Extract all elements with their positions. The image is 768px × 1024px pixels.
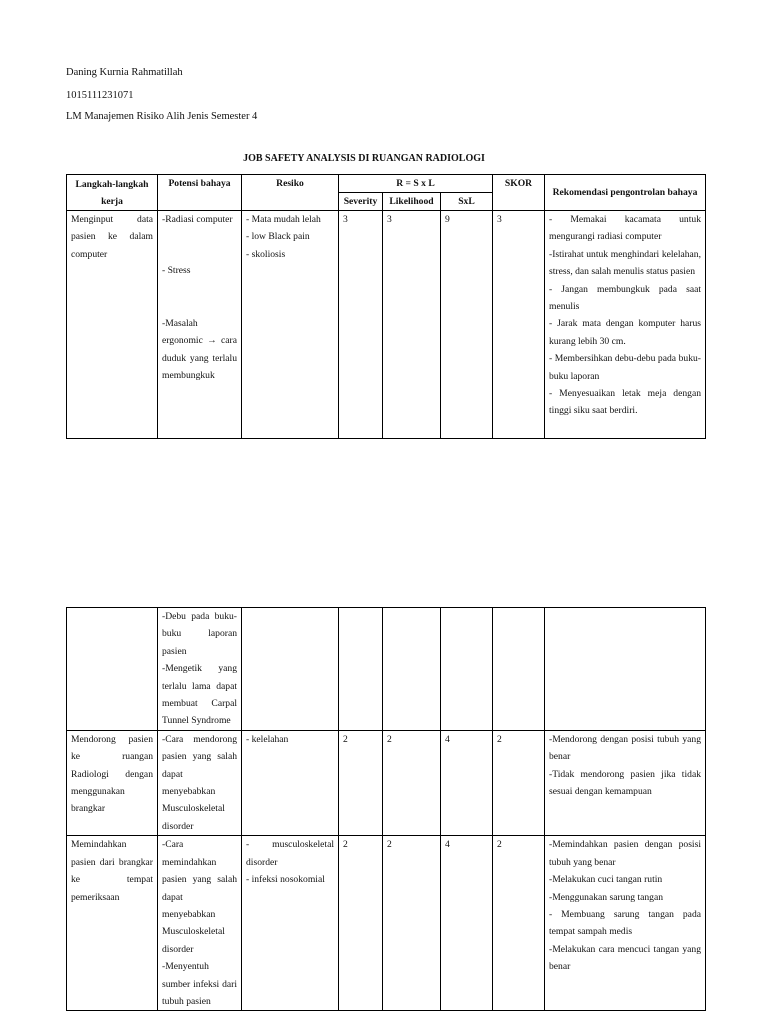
sxl-cell: [441, 608, 493, 731]
column-header-rsl: R = S x L: [339, 175, 493, 193]
column-header-hazard: Potensi bahaya: [158, 175, 242, 211]
hazard-cell: -Cara mendorong pasien yang salah dapat menyebabkan Musculoskeletal disorder: [158, 730, 242, 835]
score-cell: 3: [493, 211, 545, 439]
step-cell: [67, 608, 158, 731]
step-cell: Menginput data pasien ke dalam computer: [67, 211, 158, 439]
jsa-table-part-2: [66, 607, 706, 1011]
risk-cell: - Mata mudah lelah - low Black pain - skoliosis: [242, 211, 339, 439]
column-header-steps: Langkah-langkah kerja: [67, 175, 158, 211]
column-header-likelihood: Likelihood: [383, 193, 441, 211]
table-row: [67, 211, 706, 439]
column-header-sxl: SxL: [441, 193, 493, 211]
recommendation-cell: [545, 608, 706, 731]
document-title: JOB SAFETY ANALYSIS DI RUANGAN RADIOLOGI: [243, 153, 485, 164]
recommendation-cell: -Memindahkan pasien dengan posisi tubuh yang benar -Melakukan cuci tangan rutin -Menggunakan sarung tangan - Membuang sarung tangan pada tempat sampah medis -Melakukan cara mencuci tangan yang benar: [545, 836, 706, 1011]
likelihood-cell: 2: [383, 730, 441, 835]
severity-cell: 2: [339, 836, 383, 1011]
likelihood-cell: 3: [383, 211, 441, 439]
sxl-cell: 9: [441, 211, 493, 439]
likelihood-cell: [383, 608, 441, 731]
step-cell: Mendorong pasien ke ruangan Radiologi dengan menggunakan brangkar: [67, 730, 158, 835]
table-row: [67, 608, 706, 731]
table-row: [67, 836, 706, 1011]
hazard-cell: -Radiasi computer - Stress -Masalah ergonomic → cara duduk yang terlalu membungkuk: [158, 211, 242, 439]
step-cell: Memindahkan pasien dari brangkar ke tempat pemeriksaan: [67, 836, 158, 1011]
course-info: LM Manajemen Risiko Alih Jenis Semester 4: [66, 111, 258, 122]
sxl-cell: 4: [441, 730, 493, 835]
column-header-score: SKOR: [493, 175, 545, 211]
risk-cell: [242, 608, 339, 731]
severity-cell: 2: [339, 730, 383, 835]
risk-cell: - musculoskeletal disorder - infeksi nosokomial: [242, 836, 339, 1011]
likelihood-cell: 2: [383, 836, 441, 1011]
jsa-table-part-1: [66, 174, 706, 439]
recommendation-cell: - Memakai kacamata untuk mengurangi radiasi computer -Istirahat untuk menghindari kelelahan, stress, dan salah menulis status pasien - Jangan membungkuk pada saat menulis - Jarak mata dengan komputer harus kurang lebih 30 cm. - Membersihkan debu-debu pada buku-buku laporan - Menyesuaikan letak meja dengan tinggi siku saat berdiri.: [545, 211, 706, 439]
table-row: [67, 730, 706, 835]
risk-cell: - kelelahan: [242, 730, 339, 835]
sxl-cell: 4: [441, 836, 493, 1011]
severity-cell: [339, 608, 383, 731]
score-cell: 2: [493, 836, 545, 1011]
author-name: Daning Kurnia Rahmatillah: [66, 67, 183, 78]
severity-cell: 3: [339, 211, 383, 439]
column-header-risk: Resiko: [242, 175, 339, 211]
student-id: 1015111231071: [66, 90, 134, 101]
recommendation-cell: -Mendorong dengan posisi tubuh yang benar -Tidak mendorong pasien jika tidak sesuai dengan kemampuan: [545, 730, 706, 835]
score-cell: [493, 608, 545, 731]
score-cell: 2: [493, 730, 545, 835]
column-header-recommendation: Rekomendasi pengontrolan bahaya: [545, 175, 706, 211]
hazard-cell: -Cara memindahkan pasien yang salah dapat menyebabkan Musculoskeletal disorder -Menyentuh sumber infeksi dari tubuh pasien: [158, 836, 242, 1011]
hazard-cell: -Debu pada buku-buku laporan pasien -Mengetik yang terlalu lama dapat membuat Carpal Tunnel Syndrome: [158, 608, 242, 731]
column-header-severity: Severity: [339, 193, 383, 211]
